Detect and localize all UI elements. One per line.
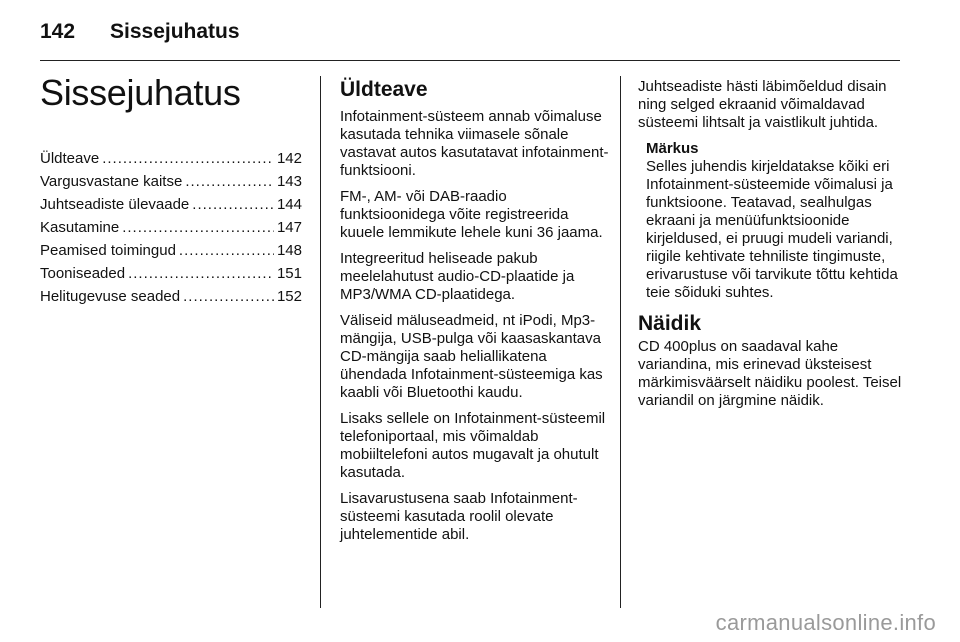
header-rule — [40, 60, 900, 61]
toc-entry[interactable] — [40, 196, 302, 219]
watermark: carmanualsonline.info — [715, 610, 936, 635]
body-paragraph: Integreeritud heliseade pakub meelelahutust audio-CD-plaatide ja MP3/WMA CD-plaatidega. — [340, 250, 575, 303]
body-paragraph: CD 400plus on saadaval kahe variandina, mis erinevad üksteisest märkimisväärselt näidiku poolest. Teisel variandil on järgmine näidik. — [638, 338, 902, 409]
page-header — [40, 20, 240, 44]
toc-leader — [128, 265, 274, 282]
page-number: 142 — [40, 20, 76, 43]
toc-entry[interactable] — [40, 265, 302, 288]
toc-leader — [183, 288, 274, 305]
toc-entry-page: 147 — [276, 219, 302, 236]
body-paragraph: Infotainment-süsteem annab võimaluse kasutada tehnika viimasele sõnale vastavat autos kasutatavat infotainment-funktsiooni. — [340, 108, 609, 179]
body-paragraph: Lisaks sellele on Infotainment-süsteemil telefoniportaal, mis võimaldab mobiiltelefoni autos mugavalt ja ohutult kasutada. — [340, 410, 606, 481]
body-paragraph: FM-, AM- või DAB-raadio funktsioonidega võite registreerida kuuele lemmikute lehele kuni 36 jaama. — [340, 188, 603, 241]
toc-entry-title: Kasutamine — [40, 219, 120, 236]
toc-entry[interactable] — [40, 242, 302, 265]
section-heading-display: Näidik — [638, 312, 702, 335]
toc-entry[interactable] — [40, 150, 302, 173]
right-column — [638, 78, 906, 418]
toc-entry[interactable] — [40, 173, 302, 196]
toc-entry-title: Üldteave — [40, 150, 100, 167]
chapter-title: Sissejuhatus — [40, 72, 241, 113]
toc-entry-title: Peamised toimingud — [40, 242, 176, 259]
column-divider — [320, 76, 321, 608]
running-chapter-title: Sissejuhatus — [110, 20, 240, 43]
toc-entry-title: Helitugevuse seaded — [40, 288, 181, 305]
toc-entry-page: 144 — [276, 196, 302, 213]
toc-entry-page: 143 — [276, 173, 302, 190]
note-title: Märkus — [646, 140, 699, 157]
toc-entry[interactable] — [40, 219, 302, 242]
toc-entry-page: 151 — [276, 265, 302, 282]
column-divider — [620, 76, 621, 608]
toc-entry-page: 152 — [276, 288, 302, 305]
table-of-contents — [40, 150, 302, 311]
toc-entry-title: Tooniseaded — [40, 265, 126, 282]
toc-entry-page: 148 — [276, 242, 302, 259]
toc-leader — [122, 219, 274, 236]
toc-entry[interactable] — [40, 288, 302, 311]
toc-entry-page: 142 — [276, 150, 302, 167]
toc-entry-title: Juhtseadiste ülevaade — [40, 196, 190, 213]
middle-column — [340, 78, 610, 552]
section-heading-general: Üldteave — [340, 78, 428, 101]
toc-leader — [192, 196, 274, 213]
body-paragraph: Lisavarustusena saab Infotainment-süsteemi kasutada roolil olevate juhtelementide abil. — [340, 490, 578, 543]
toc-leader — [179, 242, 274, 259]
toc-leader — [185, 173, 274, 190]
body-paragraph: Juhtseadiste hästi läbimõeldud disain ning selged ekraanid võimaldavad süsteemi lihtsalt ja vaistlikult juhtida. — [638, 78, 887, 131]
toc-entry-title: Vargusvastane kaitse — [40, 173, 183, 190]
toc-leader — [102, 150, 274, 167]
note-box — [646, 140, 906, 302]
body-paragraph: Väliseid mäluseadmeid, nt iPodi, Mp3-mängija, USB-pulga või kaasaskantava CD-mängija saab heliallikatena ühendada Infotainment-süsteemiga kas kaabli või Bluetoothi kaudu. — [340, 312, 603, 401]
note-text: Selles juhendis kirjeldatakse kõiki eri Infotainment-süsteemide võimalusi ja funktsioone. Teatavad, sealhulgas ekraani ja menüüfunktsioonide kirjeldused, ei pruugi mudeli variandi, riigile kehtivate tehniliste tingimuste, erivarustuse või tarvikute tõttu kehtida teie sõiduki suhtes. — [646, 158, 898, 301]
